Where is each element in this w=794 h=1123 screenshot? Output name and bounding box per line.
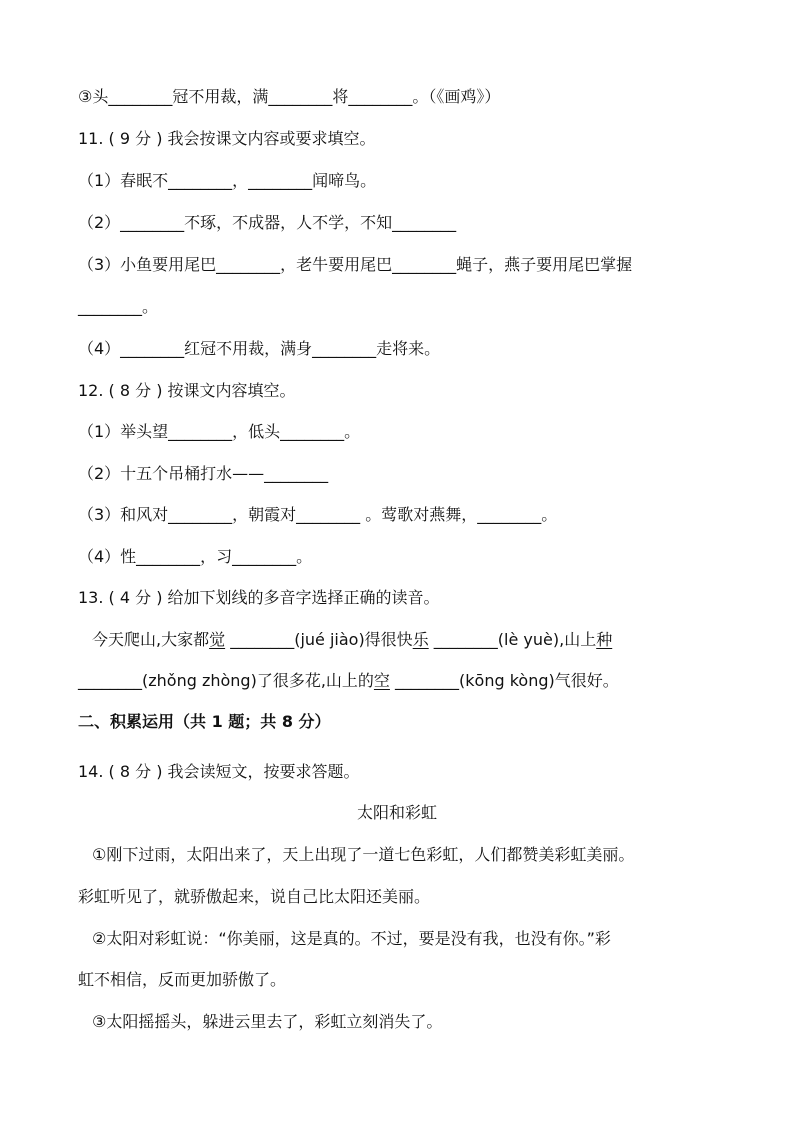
q13-text: ________(lè yuè),山上 — [428, 630, 597, 649]
story-paragraph-1-continued: 彩虹听见了，就骄傲起来，说自己比太阳还美丽。 — [78, 887, 431, 906]
question-13-heading: 13. ( 4 分 ) 给加下划线的多音字选择正确的读音。 — [78, 588, 440, 607]
q12-item-2: （2）十五个吊桶打水——________ — [78, 464, 329, 483]
q11-item-4: （4）________红冠不用裁，满身________走将来。 — [78, 339, 441, 358]
q11-item-2: （2）________不琢，不成器，人不学，不知________ — [78, 213, 457, 232]
q12-item-1: （1）举头望________，低头________。 — [78, 422, 361, 441]
underlined-char: 乐 — [412, 630, 429, 649]
q12-item-4: （4）性________，习________。 — [78, 547, 313, 566]
q13-sentence-line-2 — [78, 670, 728, 692]
question-14-heading: 14. ( 8 分 ) 我会读短文，按要求答题。 — [78, 762, 360, 781]
q13-text: ________(jué jiào)得很快 — [225, 630, 413, 649]
story-paragraph-2: ②太阳对彩虹说：“你美丽，这是真的。不过，要是没有我，也没有你。”彩 — [92, 929, 611, 948]
question-11-heading: 11. ( 9 分 ) 我会按课文内容或要求填空。 — [78, 129, 376, 148]
underlined-char: 觉 — [209, 630, 226, 649]
underlined-char: 空 — [373, 671, 390, 690]
q13-sentence-line-1 — [92, 629, 742, 651]
underlined-char: 种 — [596, 630, 613, 649]
q13-text: ________(kōng kòng)气很好。 — [389, 671, 619, 690]
story-paragraph-3: ③太阳摇摇头，躲进云里去了，彩虹立刻消失了。 — [92, 1012, 443, 1031]
q13-text: ________(zhǒng zhòng)了很多花,山上的 — [78, 671, 374, 690]
q11-item-3: （3）小鱼要用尾巴________，老牛要用尾巴________蝇子，燕子要用尾巴掌握 — [78, 255, 633, 274]
section-2-heading: 二、积累运用（共 1 题；共 8 分） — [78, 712, 331, 731]
q13-text: 今天爬山,大家都 — [92, 630, 210, 649]
q12-item-3: （3）和风对________，朝霞对________ 。莺歌对燕舞，________。 — [78, 505, 558, 524]
story-paragraph-1: ①刚下过雨，太阳出来了，天上出现了一道七色彩虹，人们都赞美彩虹美丽。 — [92, 845, 635, 864]
q11-item-1: （1）春眠不________，________闻啼鸟。 — [78, 171, 377, 190]
story-paragraph-2-continued: 虹不相信，反而更加骄傲了。 — [78, 970, 287, 989]
question-12-heading: 12. ( 8 分 ) 按课文内容填空。 — [78, 381, 296, 400]
story-title: 太阳和彩虹 — [356, 803, 437, 822]
q11-item-3-continued: ________。 — [78, 297, 159, 316]
poem-fill-line-3: ③头________冠不用裁，满________将________。（《画鸡》） — [78, 87, 501, 106]
